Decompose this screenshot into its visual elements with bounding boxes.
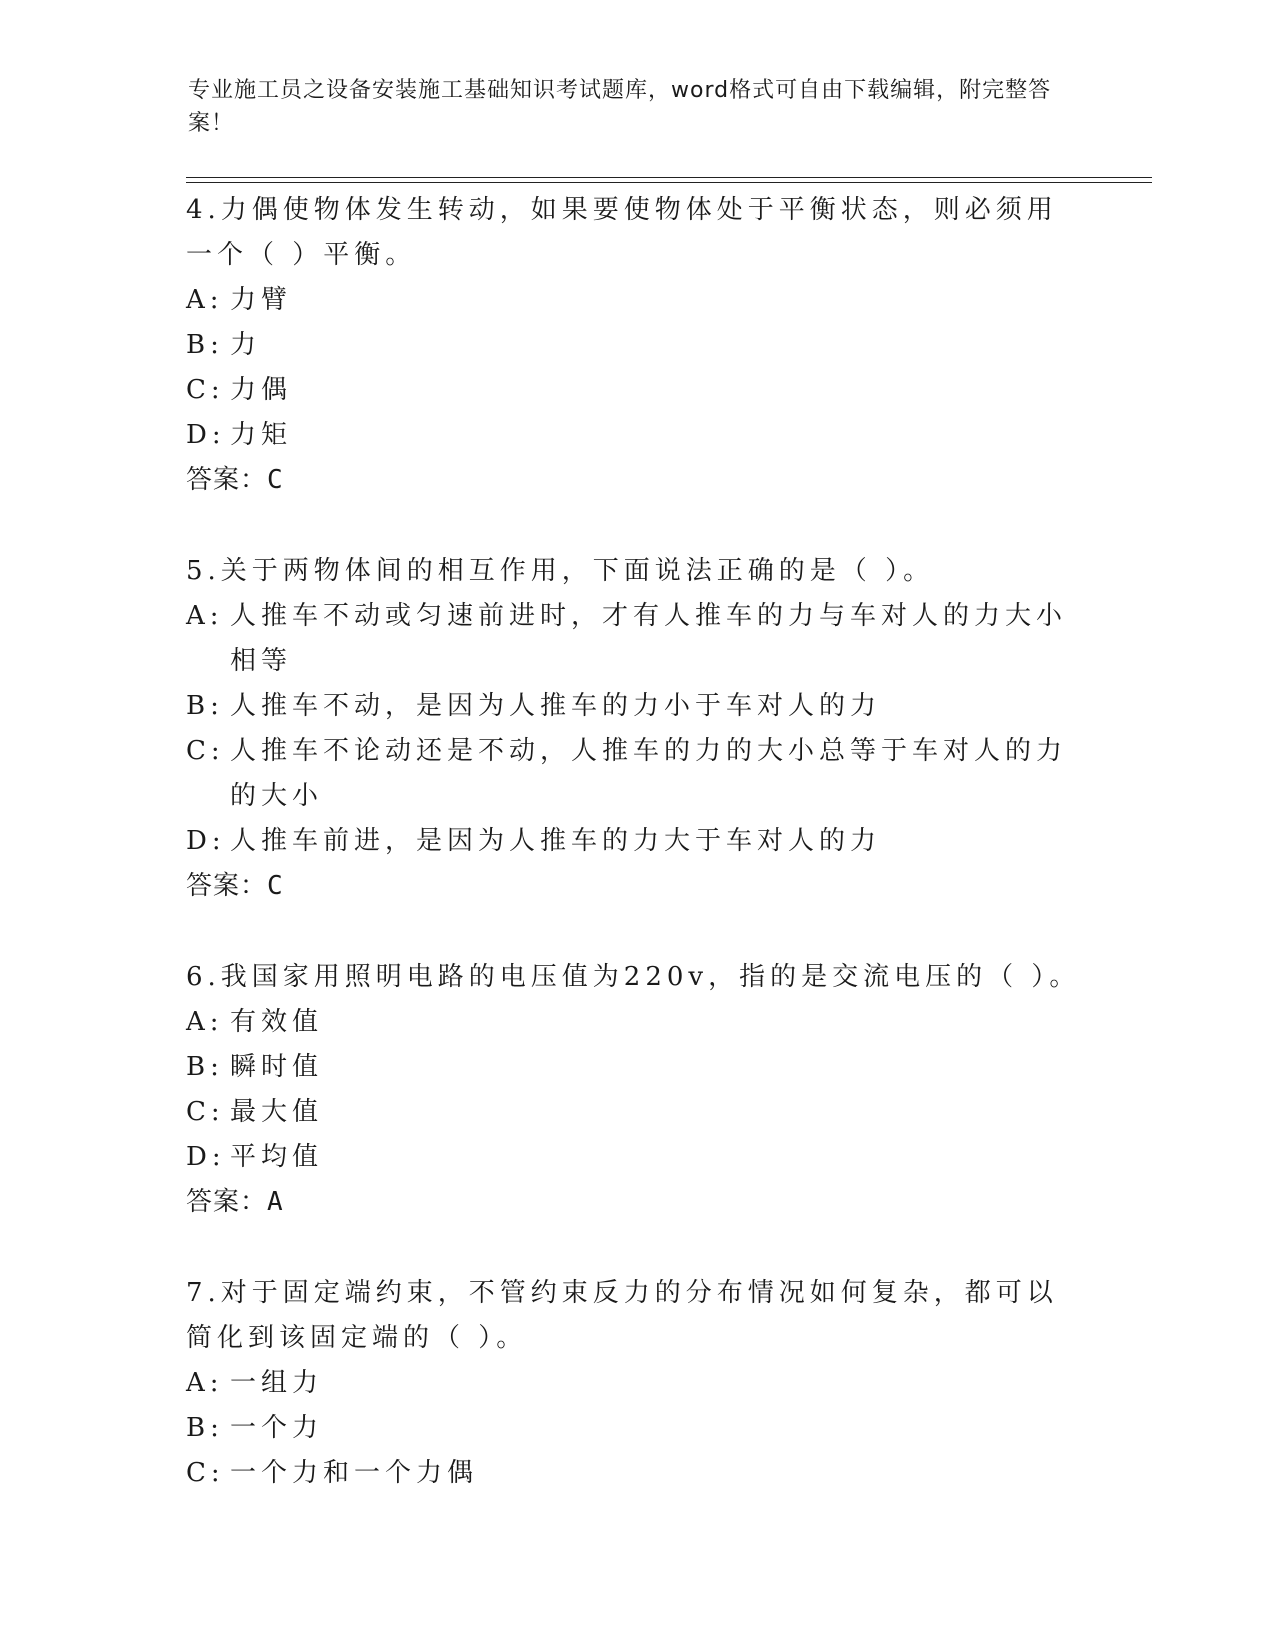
document-header: 专业施工员之设备安装施工基础知识考试题库，word格式可自由下载编辑，附完整答案！	[188, 78, 1052, 136]
option-text: 平均值	[230, 1142, 324, 1172]
answer-line	[186, 864, 1086, 909]
option-letter: A:	[186, 601, 224, 631]
option-b	[186, 684, 1086, 729]
option-c	[186, 1451, 1086, 1496]
answer-label: 答案：	[186, 465, 268, 495]
option-a	[186, 1000, 1086, 1045]
answer-value: C	[267, 465, 284, 495]
option-letter: B:	[186, 330, 224, 360]
option-text: 一组力	[230, 1368, 324, 1398]
option-b	[186, 1406, 1086, 1451]
question-7	[186, 1271, 1086, 1496]
option-letter: B:	[186, 1413, 224, 1443]
answer-value: A	[267, 1187, 284, 1217]
answer-line	[186, 1180, 1086, 1225]
question-stem: 4.力偶使物体发生转动，如果要使物体处于平衡状态，则必须用一个（ ）平衡。	[186, 195, 1058, 270]
option-text: 力偶	[230, 375, 293, 405]
option-letter: A:	[186, 1368, 224, 1398]
answer-label: 答案：	[186, 1187, 268, 1217]
option-c	[186, 368, 1086, 413]
option-d	[186, 413, 1086, 458]
question-6	[186, 955, 1086, 1225]
option-letter: C:	[186, 736, 225, 766]
option-text: 人推车不动或匀速前进时，才有人推车的力与车对人的力大小相等	[230, 601, 1068, 676]
option-text: 人推车不论动还是不动，人推车的力的大小总等于车对人的力的大小	[230, 736, 1068, 811]
option-text: 力臂	[230, 285, 293, 315]
option-c	[186, 1090, 1086, 1135]
option-b	[186, 323, 1086, 368]
question-4	[186, 188, 1086, 503]
question-list	[186, 188, 1086, 1542]
question-stem: 6.我国家用照明电路的电压值为220v，指的是交流电压的（ ）。	[186, 962, 1081, 992]
option-text: 最大值	[230, 1097, 324, 1127]
option-letter: D:	[186, 826, 226, 856]
option-letter: D:	[186, 1142, 226, 1172]
question-5	[186, 549, 1086, 909]
option-text: 人推车不动，是因为人推车的力小于车对人的力	[230, 691, 882, 721]
option-letter: A:	[186, 285, 224, 315]
answer-line	[186, 458, 1086, 503]
answer-label: 答案：	[186, 871, 268, 901]
option-b	[186, 1045, 1086, 1090]
option-letter: C:	[186, 1097, 225, 1127]
option-letter: C:	[186, 375, 225, 405]
option-text: 人推车前进，是因为人推车的力大于车对人的力	[230, 826, 882, 856]
option-d	[186, 1135, 1086, 1180]
option-text: 瞬时值	[230, 1052, 324, 1082]
option-letter: B:	[186, 1052, 224, 1082]
option-text: 力	[230, 330, 262, 360]
option-a	[186, 1361, 1086, 1406]
option-a	[186, 278, 1086, 323]
option-text: 一个力和一个力偶	[230, 1458, 479, 1488]
header-divider-bottom	[186, 182, 1152, 183]
option-d	[186, 819, 1086, 864]
option-letter: B:	[186, 691, 224, 721]
option-text: 有效值	[230, 1007, 324, 1037]
question-stem: 7.对于固定端约束，不管约束反力的分布情况如何复杂，都可以简化到该固定端的（ ）。	[186, 1278, 1058, 1353]
option-letter: D:	[186, 420, 226, 450]
option-text: 一个力	[230, 1413, 324, 1443]
question-stem: 5.关于两物体间的相互作用，下面说法正确的是（ ）。	[186, 556, 935, 586]
option-text: 力矩	[230, 420, 293, 450]
option-letter: A:	[186, 1007, 224, 1037]
answer-value: C	[267, 871, 284, 901]
header-divider-top	[186, 177, 1152, 178]
option-c	[186, 729, 1086, 819]
option-a	[186, 594, 1086, 684]
option-letter: C:	[186, 1458, 225, 1488]
